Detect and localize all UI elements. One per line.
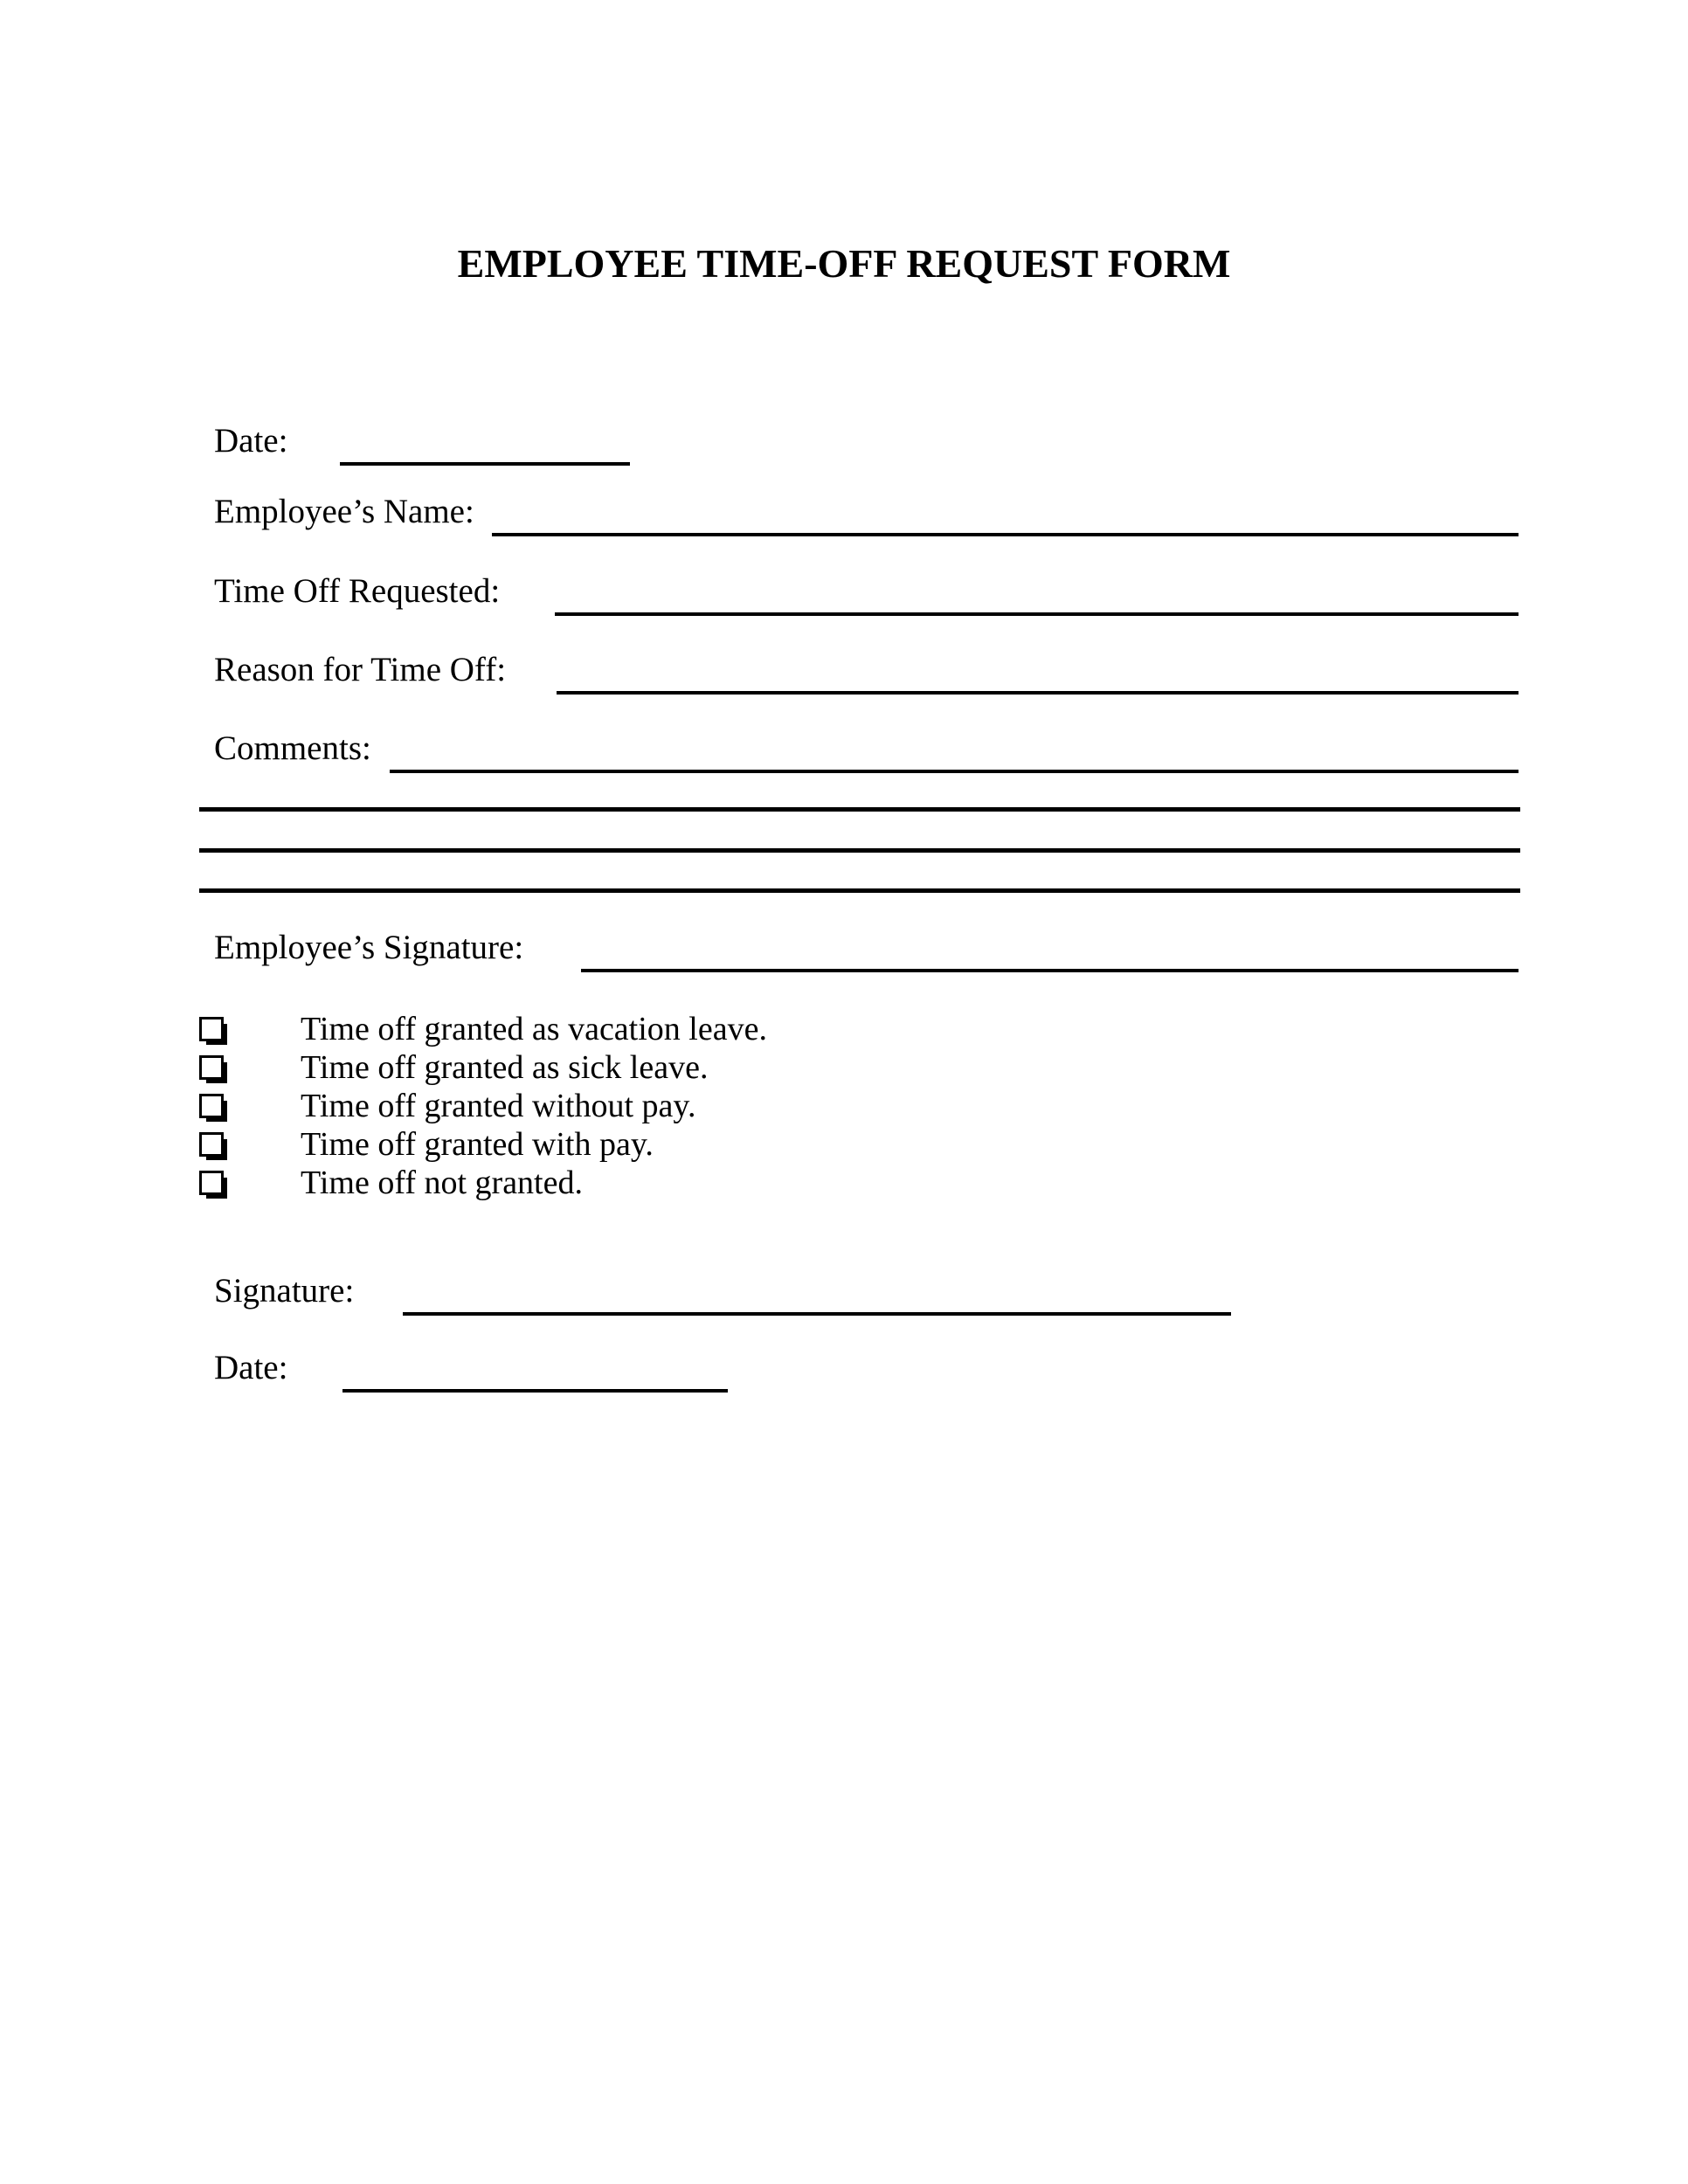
reason-for-time-off-label: Reason for Time Off: (214, 651, 507, 688)
employee-name-label: Employee’s Name: (214, 493, 474, 530)
comments-field-line[interactable] (390, 770, 1519, 773)
date-label: Date: (214, 422, 288, 460)
employee-name-field-line[interactable] (492, 533, 1519, 536)
without-pay-label: Time off granted without pay. (301, 1087, 696, 1124)
sick-leave-checkbox[interactable] (199, 1055, 224, 1080)
option-row-not-granted (199, 1164, 583, 1201)
option-row-vacation-leave (199, 1010, 767, 1047)
form-title: EMPLOYEE TIME-OFF REQUEST FORM (457, 241, 1231, 286)
option-row-sick-leave (199, 1048, 709, 1086)
time-off-requested-label: Time Off Requested: (214, 572, 501, 610)
reason-for-time-off-field-line[interactable] (557, 691, 1519, 695)
not-granted-checkbox[interactable] (199, 1171, 224, 1195)
without-pay-checkbox[interactable] (199, 1094, 224, 1118)
comments-blank-line-3[interactable] (199, 888, 1520, 893)
with-pay-checkbox[interactable] (199, 1132, 224, 1157)
employee-signature-label: Employee’s Signature: (214, 929, 524, 966)
option-row-with-pay (199, 1125, 654, 1163)
time-off-requested-field-line[interactable] (555, 612, 1519, 616)
signature-label: Signature: (214, 1272, 355, 1310)
with-pay-label: Time off granted with pay. (301, 1125, 654, 1163)
vacation-leave-label: Time off granted as vacation leave. (301, 1010, 767, 1047)
approval-date-label: Date: (214, 1349, 288, 1386)
sick-leave-label: Time off granted as sick leave. (301, 1048, 709, 1086)
comments-blank-line-2[interactable] (199, 848, 1520, 853)
employee-signature-field-line[interactable] (581, 969, 1519, 972)
comments-blank-line-1[interactable] (199, 807, 1520, 812)
approval-date-field-line[interactable] (342, 1389, 728, 1393)
not-granted-label: Time off not granted. (301, 1164, 583, 1201)
vacation-leave-checkbox[interactable] (199, 1017, 224, 1041)
option-row-without-pay (199, 1087, 696, 1124)
signature-field-line[interactable] (403, 1312, 1231, 1316)
comments-label: Comments: (214, 729, 371, 767)
date-field-line[interactable] (340, 462, 630, 466)
